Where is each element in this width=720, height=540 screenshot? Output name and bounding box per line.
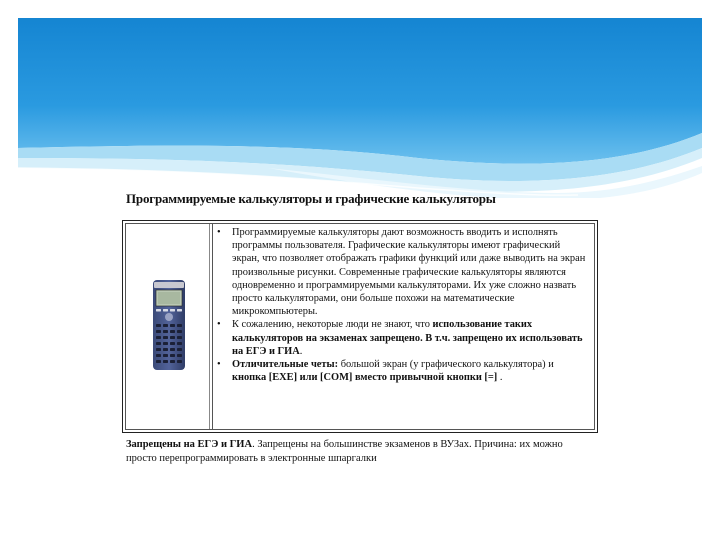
bullet-1-text: Программируемые калькуляторы дают возможность вводить и исполнять программы пользователя. Графические калькуляторы имеют графический экран, что позволяет отображать графики функций или даже выводить на экран произвольные рисунки. Современные графические калькуляторы являются одновременно и программируемыми калькуляторами. Их уже сложно назвать просто калькуляторами, они больше похожи на математические микрокомпьютеры. bbox=[232, 227, 586, 318]
bullet-1: • Программируемые калькуляторы дают возможность вводить и исполнять программы пользователя. Графические калькуляторы имеют графический экран, что позволяет отображать графики функций или даже выводить на экран произвольные рисунки. Современные графические калькуляторы являются одновременно и программируемыми калькуляторами. Их уже сложно назвать просто калькуляторами, они больше похожи на математические микрокомпьютеры. bbox=[217, 227, 586, 318]
header-wave-banner bbox=[18, 18, 702, 198]
bullet-2-text-end: . bbox=[299, 345, 303, 357]
bullet-3-text-bold2: кнопка [EXE] или [CОМ] вместо привычной кнопки [=] bbox=[232, 372, 498, 384]
bullet-2-text-plain: К сожалению, некоторые люди не знают, что bbox=[232, 319, 433, 331]
bullet-2: • К сожалению, некоторые люди не знают, что использование таких калькуляторов на экзаменах запрещено. В т.ч. запрещено их использовать на ЕГЭ и ГИА. bbox=[217, 319, 583, 357]
calculator-image-cell bbox=[126, 224, 213, 429]
graphing-calculator-icon bbox=[151, 280, 187, 370]
footer-note bbox=[126, 438, 596, 465]
slide-heading: Программируемые калькуляторы и графические калькуляторы bbox=[126, 191, 496, 206]
bullet-3: • Отличительные четы: большой экран (у графического калькулятора) и кнопка [EXE] или [CОМ] вместо привычной кнопки [=] . bbox=[217, 359, 554, 384]
bullet-3-text-bold: Отличительные четы: bbox=[232, 359, 339, 371]
footer-text: . Запрещены на большинстве экзаменов в ВУЗах. Причина: их можно просто перепрограммировать в электронные шпаргалки bbox=[126, 439, 563, 464]
bullet-2-text-bold: использование таких калькуляторов на экзаменах запрещено. В т.ч. запрещено их использовать на ЕГЭ и ГИА bbox=[232, 319, 583, 357]
bullet-3-text-plain: большой экран (у графического калькулятора) и bbox=[338, 359, 554, 371]
content-table bbox=[122, 220, 598, 433]
bullet-3-text-end: . bbox=[497, 372, 503, 384]
description-cell bbox=[216, 226, 590, 384]
footer-bold: Запрещены на ЕГЭ и ГИА bbox=[126, 439, 253, 450]
